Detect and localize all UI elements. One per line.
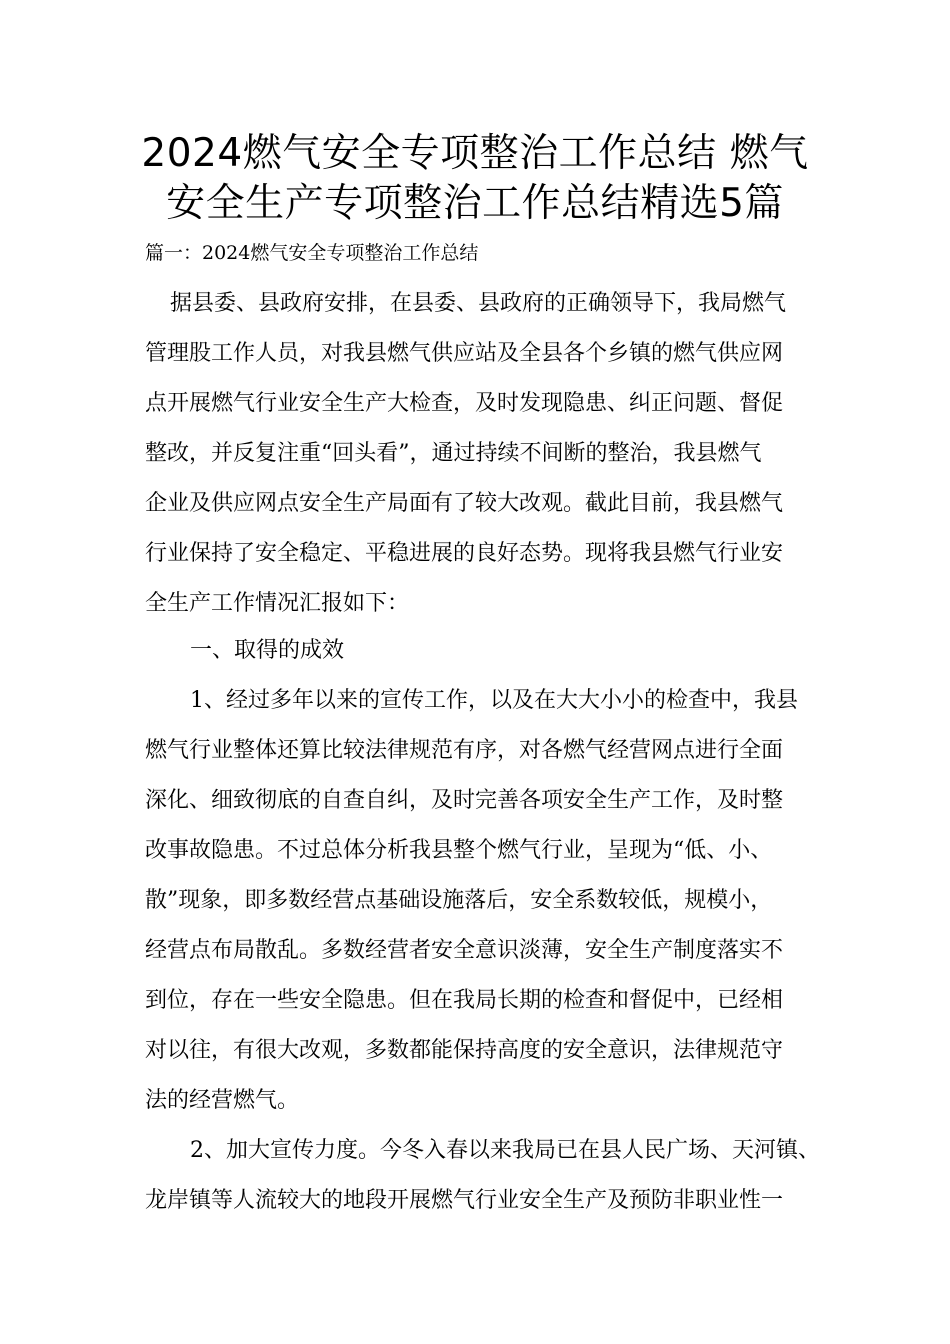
paragraph-line: 管理股工作人员，对我县燃气供应站及全县各个乡镇的燃气供应网 bbox=[145, 341, 784, 366]
paragraph-line: 到位，存在一些安全隐患。但在我局长期的检查和督促中，已经相 bbox=[145, 988, 784, 1013]
paragraph-line: 全生产工作情况汇报如下： bbox=[145, 591, 410, 616]
document-title-line-1: 2024燃气安全专项整治工作总结 燃气 bbox=[141, 131, 809, 176]
document-title-line-2: 安全生产专项整治工作总结精选5篇 bbox=[166, 181, 784, 226]
paragraph-line: 2、加大宣传力度。今冬入春以来我局已在县人民广场、天河镇、 bbox=[190, 1138, 820, 1163]
paragraph-line: 燃气行业整体还算比较法律规范有序，对各燃气经营网点进行全面 bbox=[145, 738, 784, 763]
paragraph-line: 散”现象，即多数经营点基础设施落后，安全系数较低，规模小， bbox=[145, 888, 773, 913]
paragraph-line: 经营点布局散乱。多数经营者安全意识淡薄，安全生产制度落实不 bbox=[145, 938, 784, 963]
paragraph-line: 据县委、县政府安排，在县委、县政府的正确领导下，我局燃气 bbox=[170, 291, 787, 316]
section-heading: 篇一：2024燃气安全专项整治工作总结 bbox=[145, 242, 479, 264]
paragraph-line: 改事故隐患。不过总体分析我县整个燃气行业，呈现为“低、小、 bbox=[145, 838, 773, 863]
paragraph-line: 深化、细致彻底的自查自纠，及时完善各项安全生产工作，及时整 bbox=[145, 788, 784, 813]
paragraph-line: 1、经过多年以来的宣传工作，以及在大大小小的检查中，我县 bbox=[190, 688, 798, 713]
paragraph-line: 企业及供应网点安全生产局面有了较大改观。截此目前，我县燃气 bbox=[145, 491, 784, 516]
paragraph-line: 法的经营燃气。 bbox=[145, 1088, 300, 1113]
paragraph-line: 对以往，有很大改观，多数都能保持高度的安全意识，法律规范守 bbox=[145, 1038, 784, 1063]
paragraph-line: 龙岸镇等人流较大的地段开展燃气行业安全生产及预防非职业性一 bbox=[145, 1188, 784, 1213]
paragraph-line: 整改，并反复注重“回头看”，通过持续不间断的整治，我县燃气 bbox=[145, 441, 762, 466]
paragraph-line: 点开展燃气行业安全生产大检查，及时发现隐患、纠正问题、督促 bbox=[145, 391, 784, 416]
subheading: 一、取得的成效 bbox=[190, 638, 345, 663]
paragraph-line: 行业保持了安全稳定、平稳进展的良好态势。现将我县燃气行业安 bbox=[145, 541, 784, 566]
